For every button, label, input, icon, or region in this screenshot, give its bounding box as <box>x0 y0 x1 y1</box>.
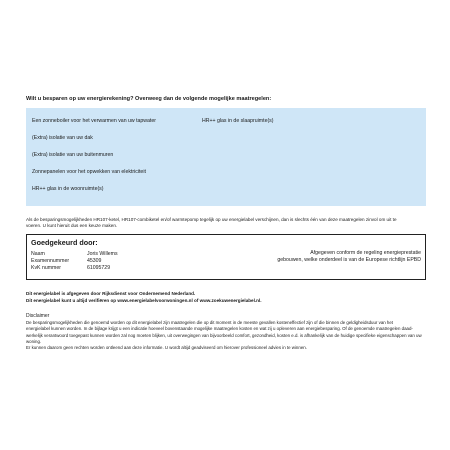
measure-item: (Extra) isolatie van uw buitenmuren <box>32 152 114 158</box>
disclaimer-line: werkelijk verantwoord toegepast kunnen worden zal nog moeten blijken, uit overwegingen van bijvoorbeeld comfort, gezondheid, kosten e.d. is afhankelijk van de huidige specifieke eigenschappen van uw woning. <box>26 332 422 344</box>
detail-row <box>31 257 118 264</box>
measure-item: (Extra) isolatie van uw dak <box>32 135 93 141</box>
note-line: voeren. U kunt hieruit dus een keuze maken. <box>26 223 118 229</box>
approved-by-box <box>26 234 426 280</box>
measures-left-column <box>32 118 212 203</box>
disclaimer-text <box>26 320 426 351</box>
detail-row <box>31 264 118 271</box>
statement-line: gebouwen, welke onderdeel is van de Europese richtlijn EPBD <box>277 257 421 264</box>
measure-item: HR++ glas in de woonruimte(s) <box>32 186 104 192</box>
measure-item: Een zonneboiler voor het verwarmen van uw tapwater <box>32 118 156 124</box>
detail-label: Naam <box>31 250 45 257</box>
measures-panel <box>26 108 426 206</box>
conformity-statement <box>277 250 421 264</box>
issuer-line: Dit energielabel is afgegeven door Rijksdienst voor Ondernemend Nederland. <box>26 291 196 297</box>
detail-label: Examennummer <box>31 257 70 264</box>
measures-right-column <box>202 118 274 124</box>
savings-question: Wilt u besparen op uw energierekening? Overweeg dan de volgende mogelijke maatregelen: <box>26 96 272 102</box>
approved-heading: Goedgekeurd door: <box>31 238 98 248</box>
advisor-details <box>31 250 118 271</box>
statement-line: Afgegeven conform de regeling energieprestatie <box>310 250 421 257</box>
choice-note <box>26 217 426 229</box>
detail-value: Joris Willems <box>87 250 118 257</box>
energy-label-page <box>26 96 426 351</box>
detail-value: 61095729 <box>87 264 111 271</box>
disclaimer-title: Disclaimer <box>26 313 50 320</box>
issuer-info <box>26 291 426 304</box>
detail-row <box>31 250 118 257</box>
detail-value: 45309 <box>87 257 102 264</box>
measure-item: HR++ glas in de slaapruimte(s) <box>202 118 274 124</box>
disclaimer-line: Er kunnen daarom geen rechten worden ontleend aan deze informatie. U wordt altijd geadviseerd om hierover professioneel advies in te winnen. <box>26 345 307 351</box>
disclaimer-line: De besparingsmogelijkheden die genoemd worden op dit energielabel zijn maatregelen die op dit moment in de meeste gevallen kosteneffectief zijn of die binnen de geldigheidsduur van het <box>26 320 394 326</box>
measure-item: Zonnepanelen voor het opwekken van elektriciteit <box>32 169 146 175</box>
disclaimer-line: energielabel kunnen worden. In de bijlage krijgt u een indicatie hoeveel bovenstaande mogelijke maatregelen kosten en wat zij u opleveren aan energiebesparing. Of de genoemde maatregelen daad- <box>26 326 413 332</box>
detail-label: KvK nummer <box>31 264 61 271</box>
note-line: Als de besparingsmogelijkheden HR107-ketel, HR107-combiketel en/of warmtepomp tegelijk op uw energielabel verschijnen, dan is slechts één van deze maatregelen zinvol om uit te <box>26 217 397 222</box>
verify-line: Dit energielabel kunt u altijd verifiëren op www.energielabelvoorwoningen.nl of www.zoekuwenergielabel.nl. <box>26 297 262 303</box>
